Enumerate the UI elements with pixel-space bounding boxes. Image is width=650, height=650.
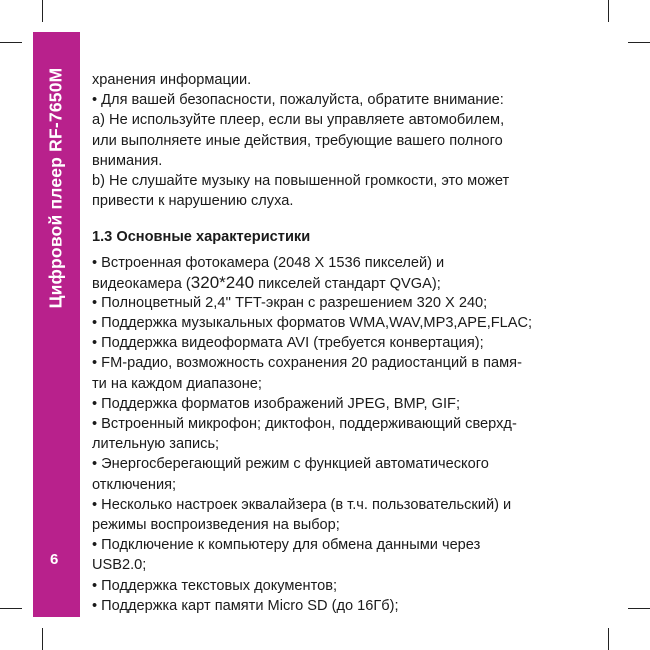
- crop-mark: [0, 608, 22, 609]
- video-prefix: видеокамера (: [92, 275, 191, 292]
- text-line: a) Не используйте плеер, если вы управляете автомобилем,: [92, 112, 505, 129]
- text-line: режимы воспроизведения на выбор;: [92, 516, 340, 533]
- text-line: • Поддержка текстовых документов;: [92, 577, 338, 594]
- text-line: • Поддержка видеоформата AVI (требуется конвертация);: [92, 335, 484, 352]
- text-line: • Несколько настроек эквалайзера (в т.ч. пользовательский) и: [92, 496, 512, 513]
- crop-mark: [608, 628, 609, 650]
- text-line: • Полноцветный 2,4'' TFT-экран с разрешением 320 X 240;: [92, 294, 488, 311]
- text-line-video: [92, 273, 592, 293]
- text-line: • Встроенный микрофон; диктофон, поддерживающий сверхд-: [92, 416, 517, 432]
- text-line: • Встроенная фотокамера (2048 X 1536 пикселей) и: [92, 254, 445, 271]
- text-line: или выполняете иные действия, требующие вашего полного: [92, 132, 503, 149]
- text-line: • Поддержка карт памяти Micro SD (до 16Гб);: [92, 597, 399, 614]
- crop-mark: [42, 0, 43, 22]
- crop-mark: [628, 608, 650, 609]
- product-title: Цифровой плеер RF-7650M: [45, 67, 66, 309]
- text-line: • FM-радио, возможность сохранения 20 радиостанций в памя-: [92, 355, 522, 372]
- text-line: USB2.0;: [92, 557, 147, 574]
- crop-mark: [608, 0, 609, 22]
- text-line: привести к нарушению слуха.: [92, 193, 294, 210]
- text-line: отключения;: [92, 476, 177, 493]
- text-line: внимания.: [92, 152, 163, 169]
- text-line: b) Не слушайте музыку на повышенной громкости, это может: [92, 172, 510, 189]
- text-line: хранения информации.: [92, 72, 252, 88]
- page-number: 6: [50, 551, 59, 568]
- video-suffix: пикселей стандарт QVGA);: [254, 275, 441, 292]
- text-line: • Поддержка музыкальных форматов WMA,WAV,MP3,APE,FLAC;: [92, 315, 533, 332]
- text-line: • Поддержка форматов изображений JPEG, BMP, GIF;: [92, 395, 460, 412]
- text-line: • Для вашей безопасности, пожалуйста, обратите внимание:: [92, 92, 504, 109]
- page-content: [92, 70, 592, 616]
- text-line: ти на каждом диапазоне;: [92, 375, 262, 392]
- crop-mark: [628, 42, 650, 43]
- crop-mark: [42, 628, 43, 650]
- text-line: • Подключение к компьютеру для обмена данными через: [92, 537, 481, 554]
- section-heading: 1.3 Основные характеристики: [92, 229, 311, 246]
- text-line: • Энергосберегающий режим с функцией автоматического: [92, 456, 489, 473]
- text-line: лительную запись;: [92, 436, 220, 453]
- crop-mark: [0, 42, 22, 43]
- video-resolution: 320*240: [190, 272, 255, 292]
